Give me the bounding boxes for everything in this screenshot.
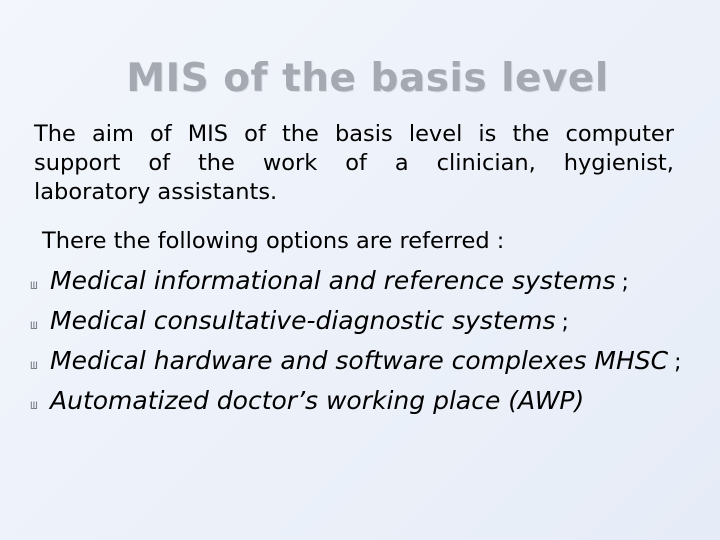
list-item-text: Automatized doctor’s working place (AWP) [50, 386, 585, 415]
intro-paragraph [34, 120, 674, 207]
word: hygienist, [563, 150, 674, 176]
list-item [30, 266, 710, 306]
list-item-separator: ; [674, 350, 682, 375]
word: of [149, 121, 172, 147]
word: the [281, 121, 319, 147]
bullet-icon: ш [30, 358, 36, 373]
options-intro: There the following options are referred : [42, 228, 505, 254]
intro-line-1 [34, 120, 674, 149]
list-item-separator: ; [621, 270, 629, 295]
word: work [262, 150, 318, 176]
word: computer [565, 121, 674, 147]
word: of [244, 121, 266, 147]
intro-line-2 [34, 149, 674, 178]
word: basis [334, 121, 393, 147]
word: of [345, 150, 367, 176]
options-list [30, 266, 710, 426]
word: the [512, 121, 550, 147]
list-item [30, 386, 710, 426]
bullet-icon: ш [30, 278, 36, 293]
word: is [478, 121, 497, 147]
list-item [30, 306, 710, 346]
word: level [408, 121, 463, 147]
word: of [148, 150, 171, 176]
word: the [197, 150, 235, 176]
word: clinician, [436, 150, 536, 176]
word: support [34, 150, 121, 176]
bullet-icon: ш [30, 318, 36, 333]
list-item-text: Medical informational and reference systems [50, 266, 616, 295]
word: The [34, 121, 76, 147]
word: laboratory assistants. [34, 179, 278, 205]
slide-title: MIS of the basis level [126, 56, 609, 101]
bullet-icon: ш [30, 398, 36, 413]
list-item-text: Medical consultative-diagnostic systems [50, 306, 556, 335]
list-item [30, 346, 710, 386]
list-item-separator: ; [561, 310, 569, 335]
list-item-text: Medical hardware and software complexes MHSC [50, 346, 669, 375]
word: aim [91, 121, 134, 147]
intro-line-3 [34, 178, 674, 207]
word: MIS [187, 121, 229, 147]
word: a [394, 150, 409, 176]
